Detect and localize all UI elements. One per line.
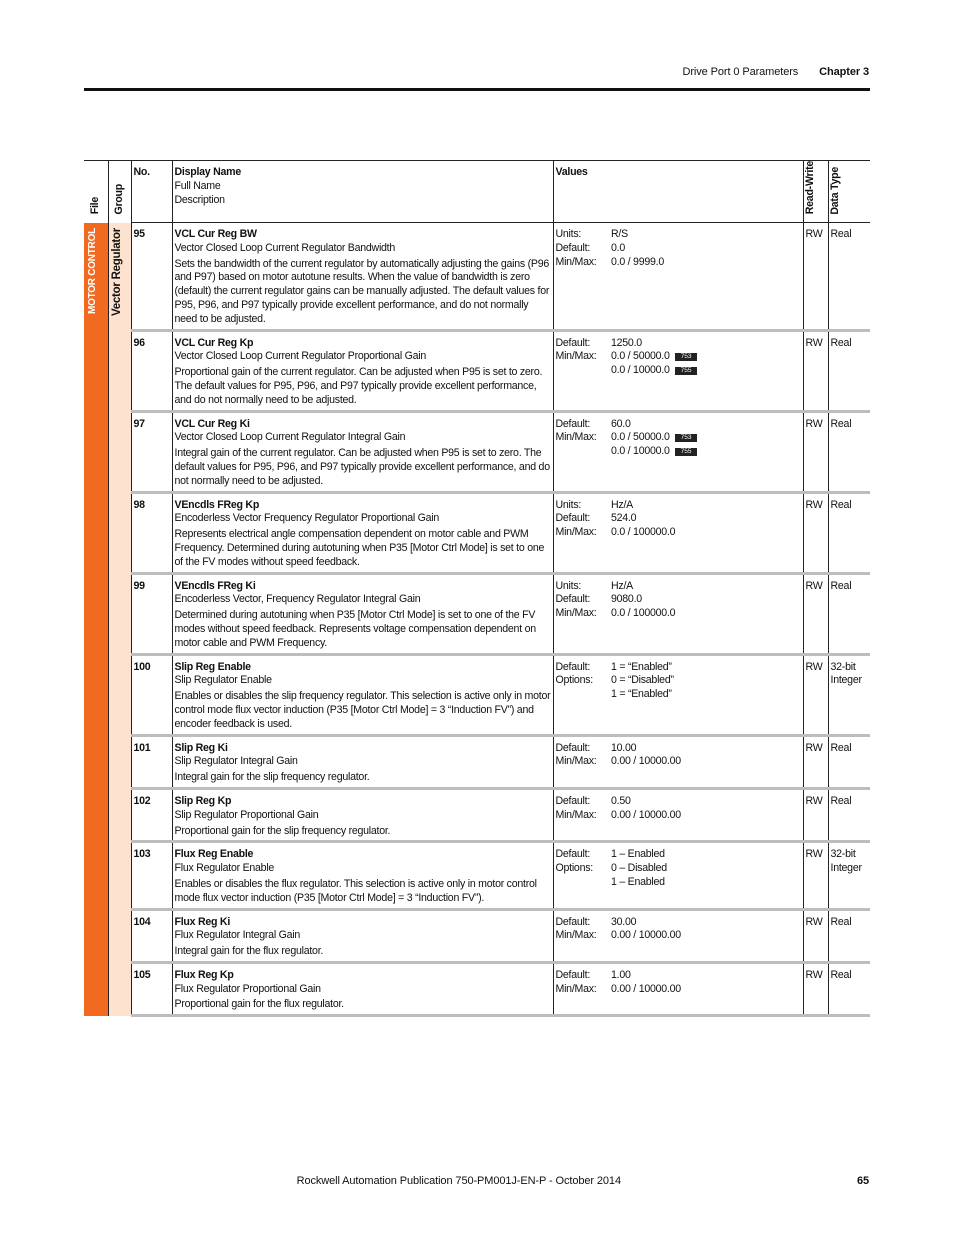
value-line (611, 526, 801, 540)
param-number: 98 (131, 492, 172, 573)
table-row (84, 411, 870, 492)
value-text: 0.00 / 10000.00 (611, 982, 681, 995)
param-read-write: RW (803, 788, 828, 841)
param-full-name: Slip Regulator Proportional Gain (174, 808, 319, 821)
value-labels (553, 492, 609, 573)
param-full-name: Encoderless Vector Frequency Regulator Proportional Gain (174, 512, 440, 525)
model-badge: 755 (675, 448, 698, 456)
value-labels (553, 735, 609, 788)
chapter-label: Chapter 3 (819, 66, 869, 78)
value-text: 1250.0 (611, 336, 642, 349)
value-labels (553, 223, 609, 331)
page-header (683, 66, 870, 78)
param-read-write: RW (803, 735, 828, 788)
param-data-type: Real (828, 223, 870, 331)
param-display-name: VEncdls FReg Kp (174, 498, 260, 511)
value-label: Default: (555, 794, 591, 807)
value-label: Units: (555, 228, 582, 241)
param-info (172, 573, 553, 654)
param-data-type: 32-bit Integer (828, 842, 870, 909)
value-line (611, 350, 801, 364)
param-description: Represents electrical angle compensation dependent on motor cable and PWM Frequency. Determined during autotuning when P35 [Motor Ctrl Mode] is set to one of the FV modes without speed feedback. (174, 528, 545, 568)
value-text: R/S (611, 228, 628, 241)
header-no: No. (131, 161, 172, 223)
value-text: 1.00 (611, 968, 631, 981)
value-label: Default: (555, 336, 591, 349)
value-line (611, 364, 801, 378)
value-label: Min/Max: (555, 808, 597, 821)
value-label: Default: (555, 741, 591, 754)
value-text: 0 = “Disabled” (611, 674, 674, 687)
value-line (611, 742, 801, 756)
param-description: Proportional gain for the slip frequency regulator. (174, 824, 391, 837)
param-number: 104 (131, 909, 172, 962)
value-labels (553, 411, 609, 492)
value-label: Min/Max: (555, 755, 597, 768)
param-number: 101 (131, 735, 172, 788)
param-number: 99 (131, 573, 172, 654)
param-info (172, 788, 553, 841)
value-labels (553, 962, 609, 1015)
header-rule (84, 88, 870, 91)
value-values (609, 962, 803, 1015)
param-info (172, 735, 553, 788)
param-display-name: VCL Cur Reg BW (174, 228, 257, 241)
value-label: Options: (555, 862, 593, 875)
table-row (84, 842, 870, 909)
value-values (609, 492, 803, 573)
param-description: Determined during autotuning when P35 [Motor Ctrl Mode] is set to one of the FV modes without speed feedback. Represents voltage compensation dependent on motor cable and PWM Frequency. (174, 609, 536, 649)
param-number: 102 (131, 788, 172, 841)
value-text: 0.0 / 9999.0 (611, 255, 664, 268)
param-number: 96 (131, 330, 172, 411)
value-values (609, 573, 803, 654)
value-text: 1 – Enabled (611, 875, 665, 888)
value-label: Default: (555, 512, 591, 525)
param-display-name: Slip Reg Kp (174, 794, 232, 807)
table-row (84, 223, 870, 331)
param-data-type: Real (828, 330, 870, 411)
value-label: Default: (555, 593, 591, 606)
value-text: 30.00 (611, 915, 637, 928)
param-full-name: Slip Regulator Enable (174, 674, 272, 687)
param-data-type: Real (828, 735, 870, 788)
value-label: Default: (555, 241, 591, 254)
param-read-write: RW (803, 962, 828, 1015)
model-badge: 753 (675, 353, 698, 361)
value-labels (553, 909, 609, 962)
param-read-write: RW (803, 223, 828, 331)
table-row (84, 654, 870, 735)
param-display-name: VEncdls FReg Ki (174, 579, 256, 592)
value-text: 9080.0 (611, 593, 642, 606)
value-line (611, 795, 801, 809)
value-text: 0.0 / 10000.0 (611, 445, 670, 458)
param-info (172, 654, 553, 735)
value-label: Units: (555, 579, 582, 592)
param-read-write: RW (803, 411, 828, 492)
param-info (172, 842, 553, 909)
param-description: Enables or disables the slip frequency regulator. This selection is active only in motor control mode flux vector induction (P35 [Motor Ctrl Mode] = 3 “Induction FV”) and encoder feedback is used. (174, 690, 551, 730)
param-description: Enables or disables the flux regulator. This selection is active only in motor control mode flux vector induction (P35 [Motor Ctrl Mode] = 3 “Induction FV”). (174, 877, 537, 904)
param-display-name: VCL Cur Reg Ki (174, 417, 250, 430)
value-labels (553, 330, 609, 411)
header-file: File (84, 161, 108, 223)
value-text: 1 = “Enabled” (611, 660, 672, 673)
value-text: 1 – Enabled (611, 848, 665, 861)
value-text: 0.0 / 50000.0 (611, 431, 670, 444)
value-line (611, 862, 801, 876)
value-values (609, 223, 803, 331)
param-description: Sets the bandwidth of the current regulator by automatically adjusting the gains (P96 and P97) based on motor autotune results. When the value of bandwidth is zero (default) the current regulator gains can be manually adjusted. The default values for P95, P96, and P97 typically provide excellent performance, and do not normally need to be adjusted. (174, 257, 550, 325)
value-text: 10.00 (611, 741, 637, 754)
value-line (611, 228, 801, 242)
header-values: Values (553, 161, 803, 223)
value-text: 0.50 (611, 794, 631, 807)
param-full-name: Slip Regulator Integral Gain (174, 755, 298, 768)
table-row (84, 573, 870, 654)
param-full-name: Vector Closed Loop Current Regulator Proportional Gain (174, 350, 426, 363)
value-text: 0.0 / 10000.0 (611, 364, 670, 377)
value-line (611, 969, 801, 983)
value-label: Units: (555, 498, 582, 511)
value-line (611, 431, 801, 445)
value-labels (553, 788, 609, 841)
value-label: Min/Max: (555, 431, 597, 444)
value-label: Options: (555, 674, 593, 687)
param-number: 95 (131, 223, 172, 331)
value-text: Hz/A (611, 498, 633, 511)
header-group: Group (108, 161, 131, 223)
param-number: 100 (131, 654, 172, 735)
value-line (611, 661, 801, 675)
param-data-type: 32-bit Integer (828, 654, 870, 735)
value-line (611, 809, 801, 823)
table-row (84, 330, 870, 411)
parameter-table (84, 160, 870, 1017)
value-labels (553, 842, 609, 909)
param-full-name: Flux Regulator Proportional Gain (174, 982, 321, 995)
value-line (611, 580, 801, 594)
page-footer (297, 1175, 869, 1187)
table-row (84, 909, 870, 962)
value-text: 0.00 / 10000.00 (611, 808, 681, 821)
value-label: Default: (555, 968, 591, 981)
value-values (609, 735, 803, 788)
param-description: Integral gain for the slip frequency regulator. (174, 771, 370, 784)
value-text: 0 – Disabled (611, 862, 667, 875)
param-read-write: RW (803, 330, 828, 411)
param-display-name: Flux Reg Ki (174, 915, 231, 928)
value-text: 0.0 / 100000.0 (611, 526, 676, 539)
value-line (611, 848, 801, 862)
param-number: 105 (131, 962, 172, 1015)
group-band: Vector Regulator (108, 223, 131, 1016)
model-badge: 755 (675, 367, 698, 375)
value-labels (553, 654, 609, 735)
param-info (172, 492, 553, 573)
param-display-name: Flux Reg Enable (174, 848, 254, 861)
table-row (84, 788, 870, 841)
param-description: Proportional gain of the current regulator. Can be adjusted when P95 is set to zero. The default values for P95, P96, and P97 typically provide excellent performance, and do not normally need to be adjusted. (174, 366, 543, 406)
publication-info: Rockwell Automation Publication 750-PM001J-EN-P - October 2014 (296, 1175, 621, 1187)
value-values (609, 842, 803, 909)
param-info (172, 411, 553, 492)
param-read-write: RW (803, 842, 828, 909)
param-info (172, 223, 553, 331)
param-read-write: RW (803, 573, 828, 654)
value-text: Hz/A (611, 579, 633, 592)
value-line (611, 512, 801, 526)
param-full-name: Vector Closed Loop Current Regulator Integral Gain (174, 431, 406, 444)
value-label: Default: (555, 848, 591, 861)
value-line (611, 983, 801, 997)
value-text: 0.0 (611, 241, 625, 254)
value-label: Min/Max: (555, 982, 597, 995)
value-text: 0.0 / 50000.0 (611, 350, 670, 363)
value-line (611, 929, 801, 943)
param-number: 97 (131, 411, 172, 492)
value-label: Default: (555, 660, 591, 673)
value-line (611, 418, 801, 432)
param-data-type: Real (828, 788, 870, 841)
page-number: 65 (856, 1175, 869, 1187)
value-values (609, 330, 803, 411)
value-text: 60.0 (611, 417, 631, 430)
value-label: Min/Max: (555, 255, 597, 268)
value-label: Min/Max: (555, 929, 597, 942)
value-line (611, 593, 801, 607)
value-label: Min/Max: (555, 526, 597, 539)
param-data-type: Real (828, 492, 870, 573)
param-data-type: Real (828, 962, 870, 1015)
value-label: Min/Max: (555, 350, 597, 363)
value-label: Min/Max: (555, 607, 597, 620)
param-full-name: Flux Regulator Integral Gain (174, 929, 300, 942)
table-row (84, 492, 870, 573)
table-row (84, 962, 870, 1015)
model-badge: 753 (675, 434, 698, 442)
file-band: MOTOR CONTROL (84, 223, 108, 1016)
value-text: 0.00 / 10000.00 (611, 755, 681, 768)
value-line (611, 755, 801, 769)
param-display-name: Slip Reg Enable (174, 660, 251, 673)
value-values (609, 788, 803, 841)
header-read-write: Read-Write (803, 161, 828, 223)
param-description: Integral gain of the current regulator. Can be adjusted when P95 is set to zero. The default values for P95, P96, and P97 typically provide excellent performance, and do not normally need to be adjusted. (174, 447, 550, 487)
value-line (611, 256, 801, 270)
value-line (611, 242, 801, 256)
param-full-name: Vector Closed Loop Current Regulator Bandwidth (174, 241, 396, 254)
value-values (609, 411, 803, 492)
param-data-type: Real (828, 573, 870, 654)
value-values (609, 654, 803, 735)
value-text: 0.0 / 100000.0 (611, 607, 676, 620)
value-values (609, 909, 803, 962)
param-description: Integral gain for the flux regulator. (174, 945, 324, 958)
param-read-write: RW (803, 492, 828, 573)
param-read-write: RW (803, 654, 828, 735)
param-info (172, 330, 553, 411)
value-label: Default: (555, 417, 591, 430)
value-line (611, 876, 801, 890)
value-line (611, 916, 801, 930)
value-text: 1 = “Enabled” (611, 688, 672, 701)
param-info (172, 962, 553, 1015)
value-line (611, 688, 801, 702)
value-line (611, 445, 801, 459)
param-data-type: Real (828, 411, 870, 492)
param-description: Proportional gain for the flux regulator. (174, 998, 344, 1011)
table-row (84, 735, 870, 788)
header-display-name: Display Name Full Name Description (172, 161, 553, 223)
value-line (611, 607, 801, 621)
value-labels (553, 573, 609, 654)
header-data-type: Data Type (828, 161, 870, 223)
param-number: 103 (131, 842, 172, 909)
value-text: 524.0 (611, 512, 637, 525)
param-display-name: Flux Reg Kp (174, 968, 234, 981)
param-display-name: Slip Reg Ki (174, 741, 228, 754)
value-text: 0.00 / 10000.00 (611, 929, 681, 942)
param-read-write: RW (803, 909, 828, 962)
value-line (611, 499, 801, 513)
param-display-name: VCL Cur Reg Kp (174, 336, 254, 349)
param-full-name: Encoderless Vector, Frequency Regulator Integral Gain (174, 593, 421, 606)
value-line (611, 337, 801, 351)
param-data-type: Real (828, 909, 870, 962)
table-header-row (84, 161, 870, 223)
param-full-name: Flux Regulator Enable (174, 862, 275, 875)
value-label: Default: (555, 915, 591, 928)
value-line (611, 674, 801, 688)
section-title: Drive Port 0 Parameters (682, 66, 799, 78)
param-info (172, 909, 553, 962)
